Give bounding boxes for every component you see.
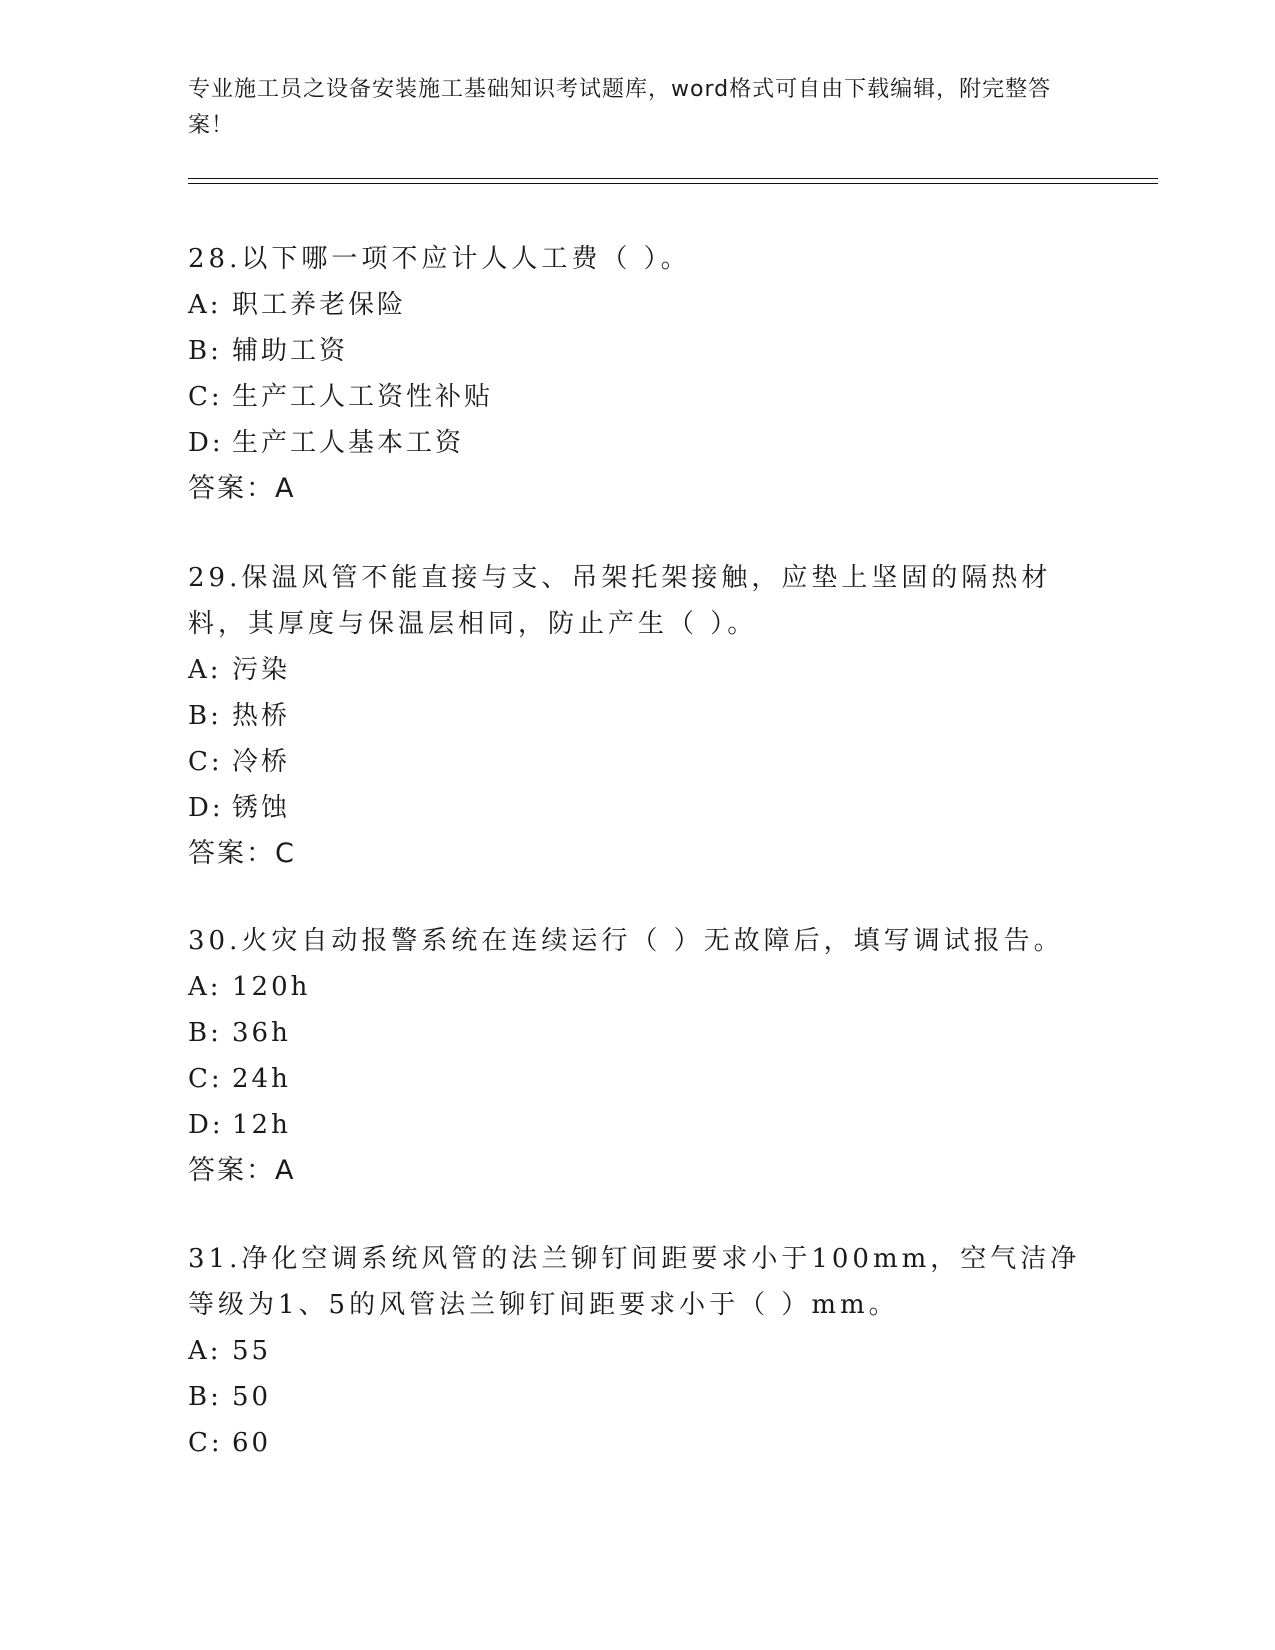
option-d [188, 420, 1088, 466]
question-stem: 28.以下哪一项不应计人人工费（ ）。 [188, 244, 691, 274]
question-stem: 29.保温风管不能直接与支、吊架托架接触，应垫上坚固的隔热材料，其厚度与保温层相同，防止产生（ ）。 [188, 563, 1052, 639]
option-text: 36h [232, 1018, 291, 1048]
question-stem: 31.净化空调系统风管的法兰铆钉间距要求小于100mm，空气洁净等级为1、5的风管法兰铆钉间距要求小于（ ）mm。 [188, 1244, 1081, 1320]
option-text: 24h [232, 1064, 291, 1094]
answer-line: 答案：A [188, 1155, 296, 1186]
header-divider-bottom [188, 183, 1158, 184]
option-b [188, 1374, 1088, 1420]
option-letter: D: [188, 793, 224, 823]
option-text: 热桥 [232, 701, 291, 731]
option-text: 50 [232, 1382, 272, 1412]
option-b [188, 328, 1088, 374]
option-c [188, 374, 1088, 420]
option-c [188, 1420, 1088, 1466]
option-d [188, 1102, 1088, 1148]
option-text: 职工养老保险 [232, 290, 407, 320]
option-text: 锈蚀 [232, 793, 291, 823]
option-letter: C: [188, 747, 223, 777]
option-letter: A: [188, 290, 222, 320]
option-a [188, 1328, 1088, 1374]
option-letter: A: [188, 972, 222, 1002]
option-letter: C: [188, 382, 223, 412]
question-block [188, 555, 1088, 877]
header-divider-top [188, 178, 1158, 179]
option-letter: B: [188, 701, 222, 731]
option-b [188, 1010, 1088, 1056]
option-letter: B: [188, 336, 222, 366]
option-letter: D: [188, 1110, 224, 1140]
option-text: 12h [232, 1110, 291, 1140]
option-text: 60 [232, 1428, 272, 1458]
option-letter: A: [188, 655, 222, 685]
option-letter: B: [188, 1018, 222, 1048]
option-c [188, 739, 1088, 785]
option-b [188, 693, 1088, 739]
option-letter: D: [188, 428, 224, 458]
question-stem: 30.火灾自动报警系统在连续运行（ ）无故障后，填写调试报告。 [188, 926, 1064, 956]
option-text: 污染 [232, 655, 291, 685]
question-block [188, 1236, 1088, 1466]
answer-line: 答案：C [188, 838, 296, 869]
option-c [188, 1056, 1088, 1102]
option-text: 生产工人基本工资 [232, 428, 465, 458]
option-a [188, 964, 1088, 1010]
option-a [188, 282, 1088, 328]
option-text: 冷桥 [232, 747, 291, 777]
option-text: 55 [232, 1336, 272, 1366]
question-block [188, 918, 1088, 1194]
option-text: 辅助工资 [232, 336, 349, 366]
option-text: 120h [232, 972, 311, 1002]
option-a [188, 647, 1088, 693]
option-letter: B: [188, 1382, 222, 1412]
option-letter: A: [188, 1336, 222, 1366]
option-text: 生产工人工资性补贴 [232, 382, 494, 412]
document-header-title: 专业施工员之设备安装施工基础知识考试题库，word格式可自由下载编辑，附完整答案！ [188, 77, 1052, 138]
option-letter: C: [188, 1064, 223, 1094]
question-block [188, 236, 1088, 512]
answer-line: 答案：A [188, 473, 296, 504]
option-letter: C: [188, 1428, 223, 1458]
option-d [188, 785, 1088, 831]
